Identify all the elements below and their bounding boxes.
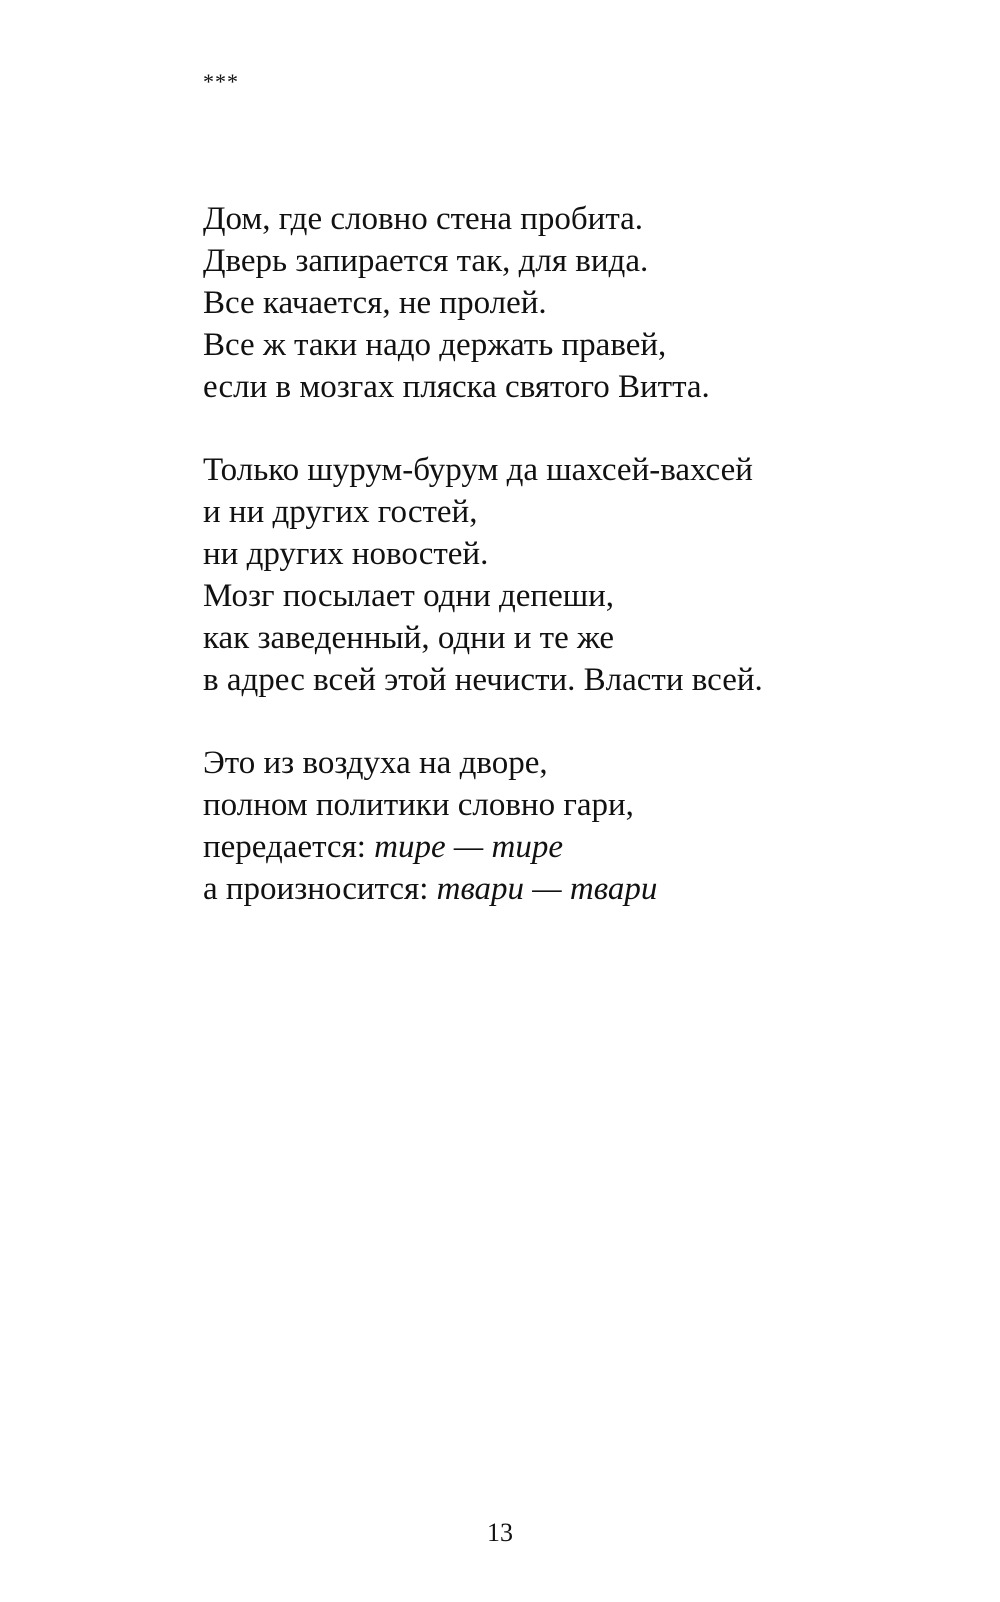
- poem-line: и ни других гостей,: [203, 494, 478, 530]
- poem-line: Это из воздуха на дворе,: [203, 745, 548, 781]
- stanza-2: [203, 449, 923, 701]
- stanza-1: [203, 198, 923, 408]
- poem-line: в адрес всей этой нечисти. Власти всей.: [203, 662, 763, 698]
- poem: [203, 198, 923, 951]
- poem-line: полном политики словно гари,: [203, 787, 634, 823]
- poem-line: ни других новостей.: [203, 536, 489, 572]
- poem-line: Все ж таки надо держать правей,: [203, 327, 667, 363]
- section-asterism: ***: [203, 69, 239, 94]
- poem-line-italic: твари — твари: [436, 871, 658, 907]
- poem-line-text: а произносится:: [203, 871, 437, 907]
- poem-line: если в мозгах пляска святого Витта.: [203, 369, 710, 405]
- poem-line: Только шурум-бурум да шахсей-вахсей: [203, 452, 753, 488]
- poem-line-mixed: [203, 826, 923, 868]
- poem-line-mixed: [203, 868, 923, 910]
- poem-line: Мозг посылает одни депеши,: [203, 578, 615, 614]
- poem-line: Дом, где словно стена пробита.: [203, 201, 644, 237]
- poem-line: как заведенный, одни и те же: [203, 620, 614, 656]
- stanza-3: [203, 742, 923, 910]
- poem-line-italic: тире — тире: [374, 829, 563, 865]
- poem-line: Дверь запирается так, для вида.: [203, 243, 649, 279]
- poem-line-text: передается:: [203, 829, 375, 865]
- page-number: 13: [487, 1518, 513, 1547]
- poem-line: Все качается, не пролей.: [203, 285, 547, 321]
